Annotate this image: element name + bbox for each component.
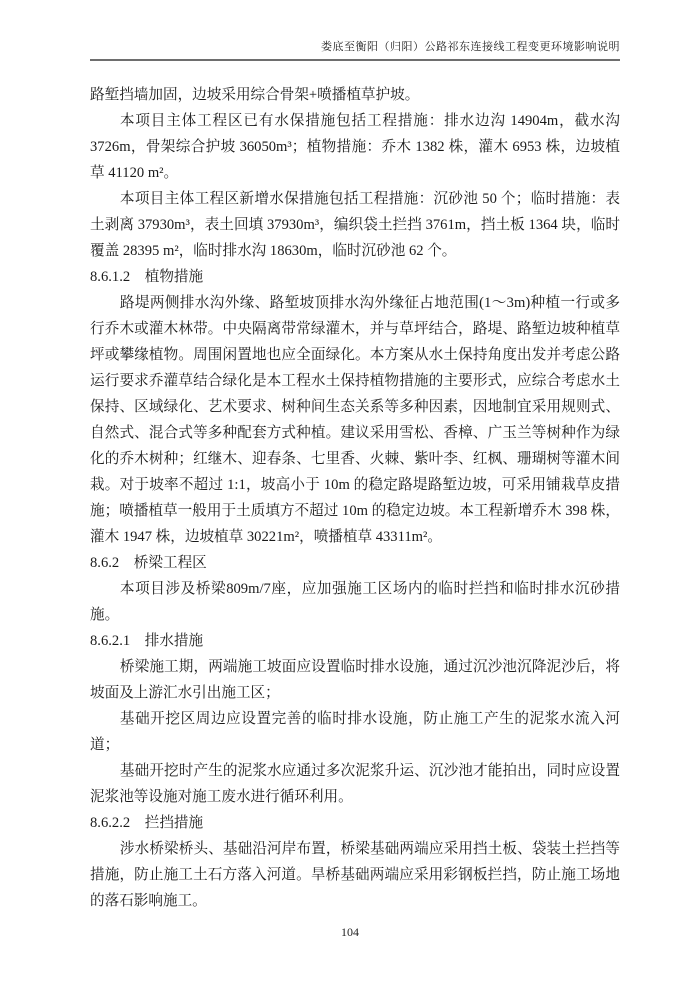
paragraph: 本项目主体工程区已有水保措施包括工程措施：排水边沟 14904m，截水沟 3726m，骨架综合护坡 36050m³；植物措施：乔木 1382 株，灌木 6953 株，边坡植草 41120 m²。 bbox=[90, 113, 620, 181]
paragraph: 基础开挖区周边应设置完善的临时排水设施，防止施工产生的泥浆水流入河道； bbox=[90, 711, 620, 753]
section-heading: 8.6.2 桥梁工程区 bbox=[90, 555, 207, 571]
section-heading: 8.6.2.2 拦挡措施 bbox=[90, 815, 204, 831]
paragraph: 路堤两侧排水沟外缘、路堑坡顶排水沟外缘征占地范围(1～3m)种植一行或多行乔木或灌木林带。中央隔离带常绿灌木，并与草坪结合，路堤、路堑边坡种植草坪或攀缘植物。周围闲置地也应全面绿化。本方案从水土保持角度出发并考虑公路运行要求乔灌草结合绿化是本工程水土保持植物措施的主要形式，应综合考虑水土保持、区域绿化、艺术要求、树种间生态关系等多种因素，因地制宜采用规则式、自然式、混合式等多种配套方式种植。建议采用雪松、香樟、广玉兰等树种作为绿化的乔木树种；红继木、迎春条、七里香、火棘、紫叶李、红枫、珊瑚树等灌木间栽。对于坡率不超过 1:1，坡高小于 10m 的稳定路堤路堑边坡，可采用铺栽草皮措施；喷播植草一般用于土质填方不超过 10m 的稳定边坡。本工程新增乔木 398 株，灌木 1947 株，边坡植草 30221m²，喷播植草 43311m²。 bbox=[90, 295, 620, 545]
page-number: 104 bbox=[341, 925, 359, 939]
paragraph: 基础开挖时产生的泥浆水应通过多次泥浆升运、沉沙池才能拍出，同时应设置泥浆池等设施对施工废水进行循环利用。 bbox=[90, 763, 620, 805]
page-footer bbox=[0, 925, 700, 940]
running-head-title: 娄底至衡阳（归阳）公路祁东连接线工程变更环境影响说明 bbox=[321, 41, 620, 53]
paragraph: 路堑挡墙加固，边坡采用综合骨架+喷播植草护坡。 bbox=[90, 87, 420, 103]
document-body bbox=[90, 82, 620, 914]
section-heading: 8.6.2.1 排水措施 bbox=[90, 633, 204, 649]
paragraph: 涉水桥梁桥头、基础沿河岸布置，桥梁基础两端应采用挡土板、袋装土拦挡等措施，防止施工土石方落入河道。旱桥基础两端应采用彩钢板拦挡，防止施工场地的落石影响施工。 bbox=[90, 841, 620, 909]
paragraph: 桥梁施工期，两端施工坡面应设置临时排水设施，通过沉沙池沉降泥沙后，将坡面及上游汇水引出施工区； bbox=[90, 659, 620, 701]
paragraph: 本项目主体工程区新增水保措施包括工程措施：沉砂池 50 个；临时措施：表土剥离 37930m³，表土回填 37930m³，编织袋土拦挡 3761m，挡土板 1364 块，临时覆盖 28395 m²，临时排水沟 18630m，临时沉砂池 62 个。 bbox=[90, 191, 620, 259]
paragraph: 本项目涉及桥梁809m/7座，应加强施工区场内的临时拦挡和临时排水沉砂措施。 bbox=[90, 581, 620, 623]
section-heading: 8.6.1.2 植物措施 bbox=[90, 269, 204, 285]
page-header bbox=[90, 40, 620, 61]
